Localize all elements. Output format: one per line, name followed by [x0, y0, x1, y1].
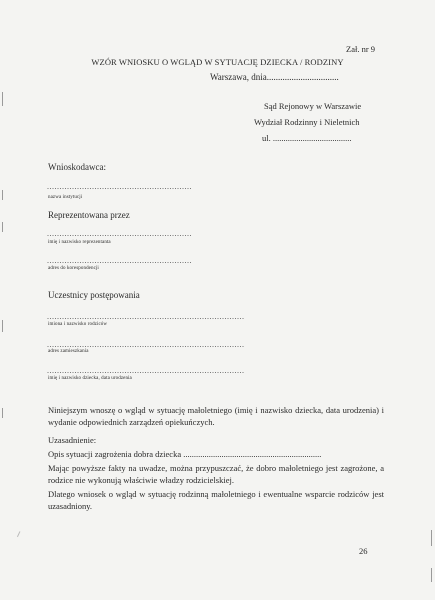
- residence-address-line: ...............................................................................: [47, 340, 245, 349]
- residence-address-caption: adres zamieszkania: [48, 349, 89, 354]
- justification-heading: Uzasadnienie:: [48, 435, 97, 445]
- participants-heading: Uczestnicy postępowania: [48, 290, 140, 300]
- annex-label: Zał. nr 9: [346, 44, 376, 54]
- court-name: Sąd Rejonowy w Warszawie: [264, 101, 362, 111]
- scan-mark-left-4: [2, 320, 3, 332]
- place-and-date: Warszawa, dnia................................: [210, 72, 339, 82]
- court-division: Wydział Rodzinny i Nieletnich: [254, 117, 360, 127]
- correspondence-address-caption: adres do korespondencji: [48, 266, 99, 271]
- represented-by-label: Reprezentowana przez: [48, 210, 130, 220]
- scan-mark-left-3: [2, 222, 3, 232]
- stray-mark: [17, 531, 24, 539]
- applicant-heading: Wnioskodawca:: [48, 162, 106, 172]
- representative-caption: imię i nazwisko reprezentanta: [48, 240, 111, 245]
- scan-mark-right-1: [431, 530, 432, 546]
- representative-line: ..........................................................: [47, 229, 192, 238]
- scan-mark-right-2: [431, 568, 432, 582]
- scan-mark-left-1: [2, 92, 3, 106]
- scan-mark-left-2: [2, 190, 3, 200]
- conclusion-paragraph-1: Mając powyższe fakty na uwadze, można przypuszczać, że dobro małoletniego jest zagrożone, a rodzice nie wykonują właściwie władzy rodzicielskiej.: [48, 463, 384, 486]
- child-details-line: ...............................................................................: [47, 366, 245, 375]
- scan-mark-left-5: [2, 408, 3, 418]
- parents-names-line: ...............................................................................: [47, 312, 245, 321]
- conclusion-paragraph-2: Dlatego wniosek o wgląd w sytuację rodzinną małoletniego i ewentualne wsparcie rodziców jest uzasadniony.: [48, 489, 384, 512]
- correspondence-address-line: ..........................................................: [47, 256, 192, 265]
- parents-names-caption: imiona i nazwisko rodziców: [48, 322, 108, 327]
- applicant-institution-caption: nazwa instytucji: [48, 195, 83, 200]
- court-street: ul. .....................................: [262, 133, 352, 143]
- page-number: 26: [359, 546, 368, 556]
- document-title: WZÓR WNIOSKU O WGLĄD W SYTUACJĘ DZIECKA / RODZINY: [91, 57, 344, 67]
- request-paragraph: Niniejszym wnoszę o wgląd w sytuację małoletniego (imię i nazwisko dziecka, data urodzenia) i wydanie odpowiednich zarządzeń opiekuńczych.: [48, 405, 384, 428]
- threat-description-line: Opis sytuacji zagrożenia dobra dziecka .................................................................: [48, 449, 322, 459]
- child-details-caption: imię i nazwisko dziecka, data urodzenia: [48, 376, 132, 381]
- applicant-institution-line: ..........................................................: [47, 182, 192, 191]
